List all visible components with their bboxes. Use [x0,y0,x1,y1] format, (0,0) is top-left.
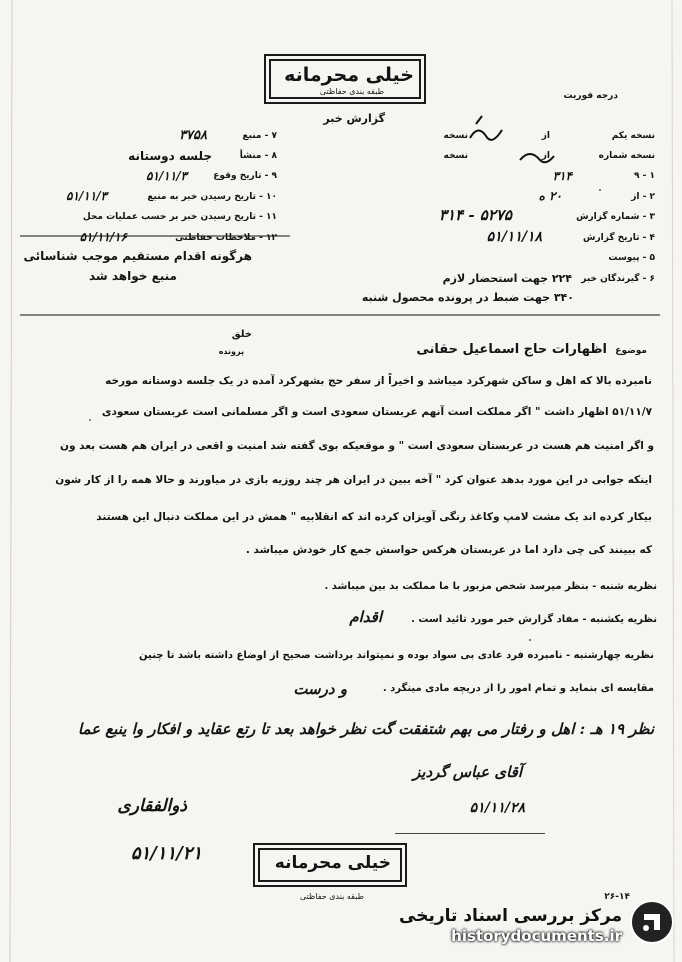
field-label: ۸ - منشأ [239,151,277,161]
field-value: ۳۷۵۸ [179,128,207,143]
opinion-line: نظریه شنبه - بنظر میرسد شخص مزبور با ما مملکت بد بین میباشد . [324,581,657,592]
handwritten-note-1: و درست [293,680,347,698]
side-note-1: خلق [231,329,252,340]
classification-stamp-bottom [253,843,407,887]
watermark-url: historydocuments.ir [451,927,622,945]
field-value: از [541,131,550,141]
field-value: ۵۱/۱۱/۳ [146,169,187,183]
field-value: ۳۱۴ [552,169,572,183]
field-value: جلسه دوستانه [128,149,212,163]
report-title: گزارش خبر [323,112,385,125]
page-number: ۲۶-۱۴ [604,892,630,902]
body-line: ۵۱/۱۱/۷ اظهار داشت " اگر مملکت است آنهم عربستان سعودی است و اگر مسلمانی است عربستان سعودی [101,406,652,418]
left-note-1: هرگونه اقدام مستقیم موجب شناسائی [23,249,252,263]
field-value: ۵۱/۱۱/۱۶ [79,230,127,244]
field-label: نسخه یکم [611,131,655,141]
field-label: ۹ - تاریخ وقوع [213,171,277,181]
field-value: ۲۲۴ جهت استحضار لازم [442,272,572,285]
date-stamp-value: ۵۱/۱۱/۲۸ [469,800,525,816]
side-note-2: پرونده [218,347,244,356]
degree-label: درجه فوریت [563,91,618,101]
body-line: نامبرده بالا که اهل و ساکن شهرکرد میباشد و اخیراً از سفر حج بشهرکرد آمده در یک جلسه دوستانه مورخه [105,375,652,387]
body-line: و اگر امنیت هم هست در عربستان سعودی است " و موقعیکه بوی گفته شد امنیت و اقعی در ایران هم هست بعد ون [60,440,654,452]
signature: ذوالفقاری [117,796,187,816]
watermark-title: مرکز بررسی اسناد تاریخی [399,906,622,926]
field-extra: نسخه [443,151,468,161]
action-word: اقدام [349,608,382,626]
field-label: ۱۲ - ملاحظات حفاظتی [175,233,277,243]
stamp-title: خیلی محرمانه [284,64,414,86]
subject-text: اظهارات حاج اسماعیل حقانی [416,342,607,357]
stamp-title: خیلی محرمانه [274,853,391,873]
field-label: ۷ - منبع [242,131,277,141]
field-label: ۳ - شماره گزارش [576,212,655,222]
field-extra: نسخه [443,131,468,141]
body-line: که ببینند کی چی دارد اما در عربستان هرکس حواسش جمع کار خودش میباشد . [245,544,652,556]
field-value: ۳۴۰ جهت ضبط در پرونده محصول شنبه [361,291,574,304]
field-label: ۲ - از [631,192,655,202]
body-line: بیکار کرده اند یک مشت لامپ وکاغذ رنگی آویزان کرده اند که انقلابیه " همش در این مملکت دنبال این هستند [96,511,652,523]
stamp-subtitle: طبقه بندی حفاظتی [299,892,364,901]
field-value: ۵۲۷۵ - ۳۱۴ [438,206,512,224]
field-label: ۴ - تاریخ گزارش [583,233,655,243]
handwritten-note-2: نظر ۱۹ هـ : اهل و رفتار می بهم شتفقت گت نظر خواهد بعد تا رتع عقاید و افکار وا ینبع عما [77,720,654,738]
subject-label: موضوع [615,346,647,356]
field-value: ۲۰ ه [538,189,562,203]
field-value: ۵۱/۱۱/۱۸ [486,229,542,245]
opinion-line: مقایسه ای بنماید و تمام امور را از دریچه مادی مینگرد . [382,683,654,694]
handwritten-date: ۵۱/۱۱/۲۱ [130,843,202,864]
field-label: نسخه شماره [598,151,655,161]
stamp-subtitle: طبقه بندی حفاظتی [319,87,384,96]
field-value: ۵۱/۱۱/۳ [66,189,107,203]
body-line: اینکه جوابی در این مورد بدهد عنوان کرد " آخه ببین در ایران هر چند روزیه بازی در میاورند و حالا همه را از کار شون [55,474,652,486]
field-label: ۱۱ - تاریخ رسیدن خبر بر حسب عملیات محل [82,212,277,222]
field-value: از [541,151,550,161]
opinion-line: نظریه یکشنبه - مفاد گزارش خبر مورد تائید است . [411,614,657,625]
opinion-line: نظریه چهارشنبه - نامبرده فرد عادی بی سواد بوده و نمیتواند برداشت صحیح از اوضاع داشته باشد تا چنین [139,650,654,661]
field-label: ۱ - ۹ [633,171,655,181]
date-stamp [395,793,545,834]
classification-stamp-top [264,54,426,104]
field-label: ۱۰ - تاریخ رسیدن خبر به منبع [147,192,277,202]
field-label: ۵ - پیوست [608,253,655,263]
field-label: ۶ - گیرندگان خبر [581,274,655,284]
left-note-2: منبع خواهد شد [88,269,177,283]
watermark-logo-icon [630,900,674,944]
handwritten-note-3: آقای عباس گردیز [413,763,522,781]
